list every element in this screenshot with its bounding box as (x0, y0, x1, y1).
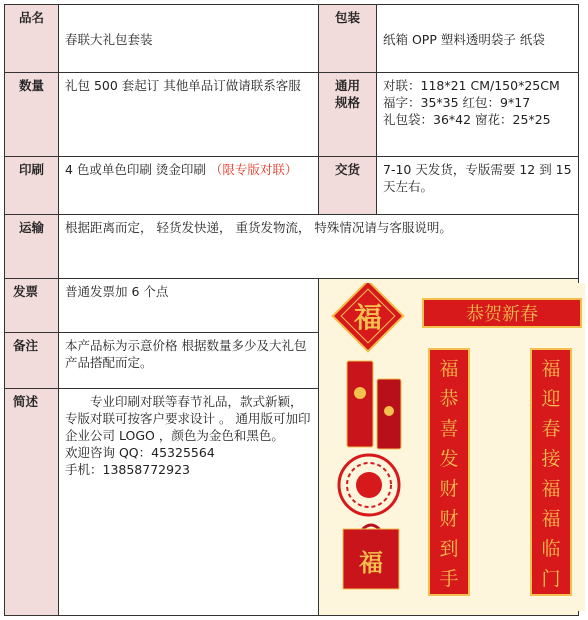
couplet-left-char-0: 福 (439, 358, 459, 380)
couplet-left-char-5: 财 (439, 508, 459, 530)
couplet-left-char-6: 到 (439, 538, 459, 560)
value-spec (377, 73, 579, 157)
spec-line-couplet: 对联：118*21 CM/150*25CM (383, 78, 560, 93)
couplet-right-char-5: 福 (541, 508, 561, 530)
couplet-left-char-4: 财 (439, 478, 459, 500)
couplet-right-char-3: 接 (541, 448, 561, 470)
value-name: 春联大礼包套装 (59, 5, 319, 73)
value-remark: 本产品标为示意价格 根据数量多少及大礼包产品搭配而定。 (59, 332, 319, 388)
couplet-right-char-0: 福 (541, 358, 561, 380)
value-invoice: 普通发票加 6 个点 (59, 279, 319, 333)
label-spec-line1: 通用 (334, 78, 360, 93)
value-shipping: 根据距离而定， 轻货发快递， 重货发物流， 特殊情况请与客服说明。 (59, 215, 579, 279)
product-illustration (325, 283, 585, 611)
row-quantity (5, 73, 579, 157)
description-qq: 欢迎咨询 QQ：45325564 (65, 444, 215, 460)
spec-table (4, 4, 579, 616)
couplet-right (531, 349, 571, 595)
label-packaging: 包装 (319, 5, 377, 73)
value-delivery: 7-10 天发货，专版需要 12 到 15 天左右。 (377, 157, 579, 215)
value-packaging: 纸箱 OPP 塑料透明袋子 纸袋 (377, 5, 579, 73)
product-image (319, 279, 579, 616)
couplet-right-char-7: 门 (541, 568, 561, 590)
couplet-left-char-3: 发 (439, 448, 459, 470)
horizontal-scroll-text: 恭贺新春 (466, 304, 538, 325)
couplet-right-char-4: 福 (541, 478, 561, 500)
label-shipping: 运输 (5, 215, 59, 279)
value-printing (59, 157, 319, 215)
description-phone: 手机：13858772923 (65, 461, 190, 477)
value-description (59, 388, 319, 615)
row-shipping (5, 215, 579, 279)
couplet-left-char-1: 恭 (439, 388, 459, 410)
label-delivery: 交货 (319, 157, 377, 215)
row-invoice (5, 279, 579, 333)
label-description: 简述 (5, 388, 59, 615)
couplet-left-char-2: 喜 (439, 418, 459, 440)
label-spec-line2: 规格 (334, 95, 360, 110)
description-paragraph: 专业印刷对联等春节礼品，款式新颖，专版对联可按客户要求设计 。 通用版可加印企业公司 LOGO ，颜色为金色和黑色。 (65, 393, 311, 443)
horizontal-scroll (423, 299, 581, 327)
label-quantity: 数量 (5, 73, 59, 157)
couplet-right-char-6: 临 (541, 538, 561, 560)
diamond-fu-glyph: 福 (353, 301, 383, 334)
couplet-left (429, 349, 469, 595)
label-invoice: 发票 (5, 279, 59, 333)
couplet-right-char-2: 春 (541, 418, 561, 440)
label-spec (319, 73, 377, 157)
gift-bag-icon (343, 525, 399, 589)
printing-text: 4 色或单色印刷 烫金印刷 (65, 162, 210, 177)
row-name (5, 5, 579, 73)
value-quantity: 礼包 500 套起订 其他单品订做请联系客服 (59, 73, 319, 157)
printing-highlight: （限专版对联） (209, 162, 298, 177)
label-remark: 备注 (5, 332, 59, 388)
label-name: 品名 (5, 5, 59, 73)
label-printing: 印刷 (5, 157, 59, 215)
couplet-right-char-1: 迎 (541, 388, 561, 410)
spec-line-bag-window: 礼包袋：36*42 窗花：25*25 (383, 112, 551, 127)
row-printing (5, 157, 579, 215)
spec-line-fu-envelope: 福字：35*35 红包：9*17 (383, 95, 531, 110)
gift-bag-fu-glyph: 福 (359, 548, 383, 577)
couplet-left-char-7: 手 (439, 568, 459, 590)
